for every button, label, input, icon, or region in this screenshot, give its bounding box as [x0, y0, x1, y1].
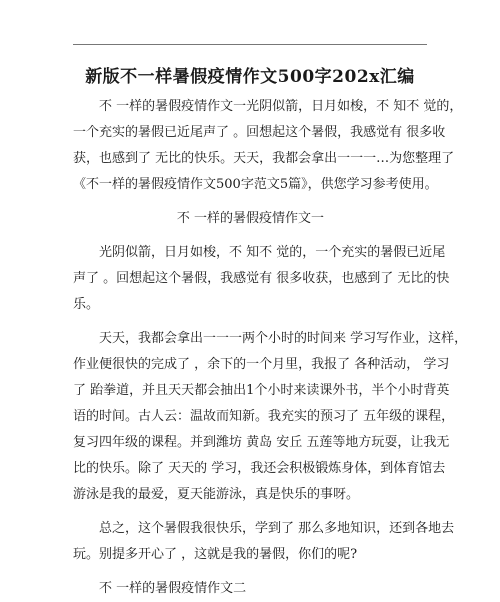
paragraph-1: [73, 240, 450, 318]
text-line: 复习四年级的课程。并到潍坊 黄岛 安丘 五莲等地方玩耍，让我无: [73, 435, 450, 450]
text-line: 了 跆拳道，并且天天都会抽出1个小时来读课外书，半个小时背英: [73, 383, 450, 398]
paragraph-3: [73, 516, 455, 568]
document-title: 新版不一样暑假疫情作文500字202x汇编: [85, 67, 415, 87]
text-line: 天天，我都会拿出一一一两个小时的时间来 学习写作业，这样，: [99, 331, 468, 346]
text-line: 声了 。回想起这个暑假，我感觉有 很多收获，也感到了 无比的快: [73, 271, 450, 286]
header-rule: [73, 44, 427, 45]
text-line: 乐。: [73, 297, 100, 312]
text-line: 比的快乐。除了 天天的 学习，我还会积极锻炼身体，到体育馆去: [73, 461, 446, 476]
text-line: 游泳是我的最爱，夏天能游泳，真是快乐的事呀。: [73, 487, 360, 502]
section-heading-1: 不 一样的暑假疫情作文一: [176, 211, 325, 226]
intro-paragraph: [73, 94, 463, 198]
text-line: 不 一样的暑假疫情作文一光阴似箭，日月如梭，不 知不 觉的，: [99, 99, 463, 114]
text-line: 玩。别提多开心了 ，这就是我的暑假，你们的呢?: [73, 547, 358, 562]
text-line: 《不一样的暑假疫情作文500字范文5篇》，供您学习参考使用。: [73, 177, 438, 192]
document-body: [73, 94, 468, 602]
text-line: 语的时间。古人云：温故而知新。我充实的预习了 五年级的课程，: [73, 409, 455, 424]
text-line: 获，也感到了 无比的快乐。天天，我都会拿出一一一…为您整理了: [73, 151, 455, 166]
paragraph-2: [73, 326, 468, 508]
text-line: 总之，这个暑假我很快乐，学到了 那么多地知识，还到各地去: [99, 521, 455, 536]
text-line: 一个充实的暑假已近尾声了 。回想起这个暑假，我感觉有 很多收: [73, 125, 446, 140]
text-line: 光阴似箭，日月如梭，不 知不 觉的，一个充实的暑假已近尾: [99, 245, 446, 260]
text-line: 作业便很快的完成了 ，余下的一个月里，我报了 各种活动， 学习: [73, 357, 450, 372]
section-heading-2: 不 一样的暑假疫情作文二: [99, 581, 247, 596]
